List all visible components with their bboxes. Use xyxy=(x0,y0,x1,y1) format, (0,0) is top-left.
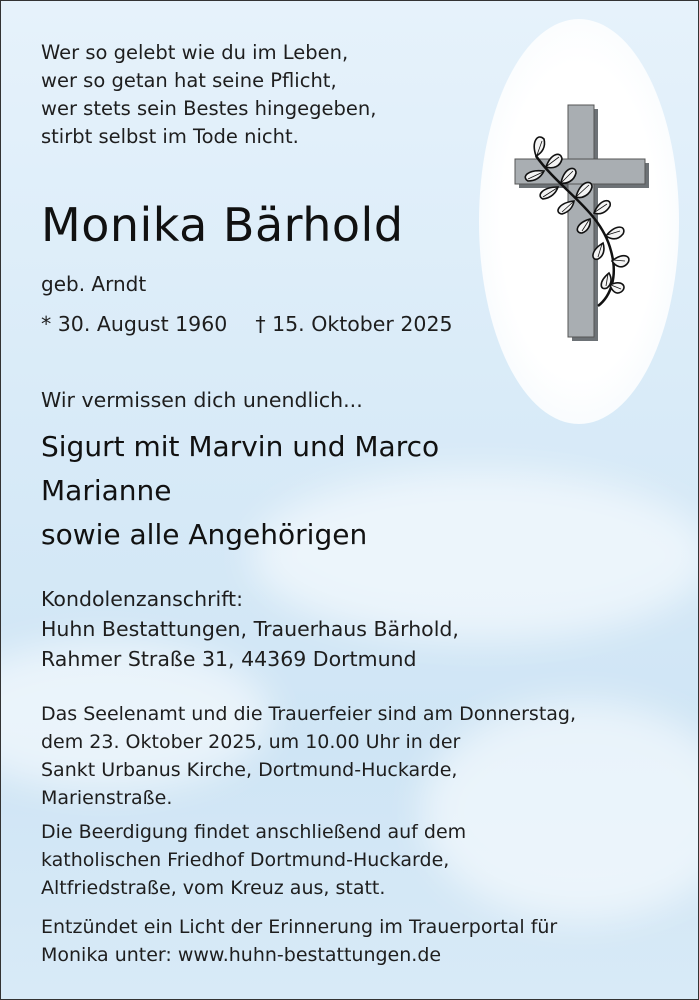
mourner-line: sowie alle Angehörigen xyxy=(41,518,368,551)
poem-line: wer stets sein Bestes hingegeben, xyxy=(41,97,377,120)
memorial-portal-info xyxy=(41,913,557,969)
death-date: † 15. Oktober 2025 xyxy=(255,312,453,336)
family-mourners xyxy=(41,425,439,557)
burial-info xyxy=(41,818,466,902)
address-line: Kondolenzanschrift: xyxy=(41,587,243,611)
memorial-poem xyxy=(41,39,376,151)
portal-line: Monika unter: www.huhn-bestattungen.de xyxy=(41,944,442,966)
service-line: Marienstraße. xyxy=(41,787,173,809)
birth-date: * 30. August 1960 xyxy=(41,312,228,336)
address-line: Rahmer Straße 31, 44369 Dortmund xyxy=(41,647,417,671)
burial-line: katholischen Friedhof Dortmund-Huckarde, xyxy=(41,849,450,871)
poem-line: stirbt selbst im Tode nicht. xyxy=(41,125,299,148)
burial-line: Altfriedstraße, vom Kreuz aus, statt. xyxy=(41,877,386,899)
service-line: Sankt Urbanus Kirche, Dortmund-Huckarde, xyxy=(41,759,458,781)
birth-name: geb. Arndt xyxy=(41,272,147,296)
mourner-line: Sigurt mit Marvin und Marco xyxy=(41,430,440,463)
portal-line: Entzündet ein Licht der Erinnerung im Trauerportal für xyxy=(41,916,558,938)
deceased-name: Monika Bärhold xyxy=(41,198,404,252)
poem-line: Wer so gelebt wie du im Leben, xyxy=(41,41,349,64)
cross-with-palm-branch-icon xyxy=(506,101,651,341)
service-line: dem 23. Oktober 2025, um 10.00 Uhr in der xyxy=(41,731,461,753)
condolence-address xyxy=(41,584,459,674)
poem-line: wer so getan hat seine Pflicht, xyxy=(41,69,337,92)
address-line: Huhn Bestattungen, Trauerhaus Bärhold, xyxy=(41,617,459,641)
service-info xyxy=(41,700,576,812)
life-dates xyxy=(41,312,453,336)
missing-you-line: Wir vermissen dich unendlich... xyxy=(41,388,363,412)
service-line: Das Seelenamt und die Trauerfeier sind am Donnerstag, xyxy=(41,703,577,725)
mourner-line: Marianne xyxy=(41,474,172,507)
burial-line: Die Beerdigung findet anschließend auf dem xyxy=(41,821,467,843)
